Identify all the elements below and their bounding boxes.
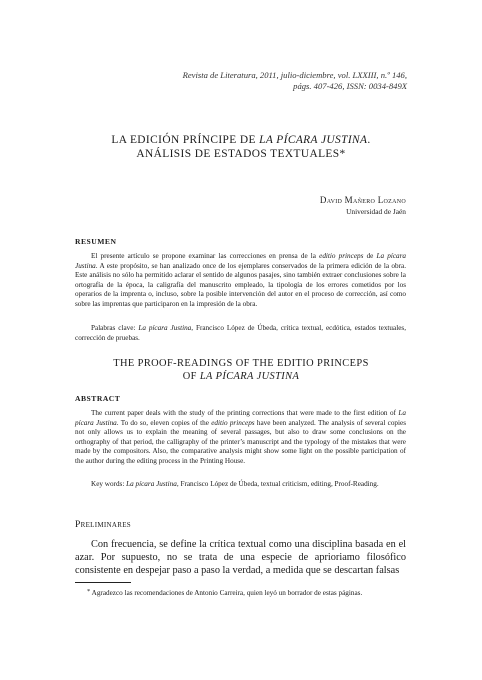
abstract-heading: ABSTRACT xyxy=(75,394,121,403)
abstract-text-3: have been analyzed. The analysis of several copies not only allows us to explain the meaning of several passages, but also to draw some conclusions on the orthography of that period, the calligraphy of the printer’s manuscript and the typology of the mistakes that were made by the compositors. Also, the comparative analysis might show some light on the possible participation of the author during the editing process in the Printing House. xyxy=(75,418,406,465)
english-title xyxy=(60,358,422,383)
english-title-line-2 xyxy=(60,371,422,384)
palabras-clave-text: , Francisco López de Úbeda, crítica textual, ecdótica, estados textuales, corrección de pruebas. xyxy=(75,324,406,342)
english-title-line-1: THE PROOF-READINGS OF THE EDITIO PRINCEPS xyxy=(113,358,369,369)
english-title-of: OF xyxy=(182,370,200,382)
abstract-italic-2: editio princeps xyxy=(211,418,255,427)
palabras-clave xyxy=(75,324,406,343)
article-title-line-1 xyxy=(55,133,427,147)
key-words-label: Key words: xyxy=(91,480,125,488)
english-title-italic: LA PÍCARA JUSTINA xyxy=(199,370,300,382)
footnote-mark: * xyxy=(87,588,91,595)
article-title-line-2: ANÁLISIS DE ESTADOS TEXTUALES* xyxy=(136,148,346,160)
resumen-text-1: El presente artículo se propone examinar las correcciones en prensa de la xyxy=(91,252,320,260)
key-words xyxy=(75,480,406,490)
resumen-paragraph xyxy=(75,252,406,309)
footnote-rule xyxy=(75,582,131,583)
author-block xyxy=(200,195,406,217)
key-words-italic: La pícara Justina xyxy=(124,480,177,488)
journal-citation xyxy=(90,70,407,92)
key-words-text: , Francisco López de Úbeda, textual criticism, editing, Proof-Reading. xyxy=(176,480,379,488)
resumen-text-3: . A este propósito, se han analizado once de los ejemplares conservados de la primera edición de la obra. Este análisis no sólo ha permitido aclarar el sentido de algunos pasajes, sino también extraer conclusiones sobre la ortografía de la época, la caligrafía del manuscrito empleado, la tipología de los errores cometidos por los operarios de la imprenta o, incluso, sobre la posible intervención del autor en el proceso de corrección, así como sobre las imprentas que participaron en la impresión de la obra. xyxy=(75,261,406,308)
journal-citation-line-1: Revista de Literatura, 2011, julio-diciembre, vol. LXXIII, n.º 146, xyxy=(182,70,407,80)
footnote xyxy=(75,587,406,599)
resumen-italic-1: editio princeps xyxy=(319,252,364,260)
preliminares-heading: Preliminares xyxy=(75,519,131,530)
abstract-paragraph xyxy=(75,409,406,466)
resumen-heading: RESUMEN xyxy=(75,237,117,246)
palabras-clave-italic: La pícara Justina xyxy=(135,324,192,332)
journal-citation-line-2: págs. 407-426, ISSN: 0034-849X xyxy=(293,81,407,91)
author-affiliation: Universidad de Jaén xyxy=(346,207,406,216)
abstract-text-2: . To do so, eleven copies of the xyxy=(116,418,212,427)
title-part-italic: LA PÍCARA JUSTINA xyxy=(259,134,368,146)
footnote-text: Agradezco las recomendaciones de Antonio Carreira, quien leyó un borrador de estas páginas. xyxy=(90,589,363,597)
resumen-text-2: de xyxy=(363,252,377,260)
title-part-a: LA EDICIÓN PRÍNCIPE DE xyxy=(111,134,260,146)
abstract-italic-1: La pícara Justina xyxy=(75,409,406,427)
author-name: David Mañero Lozano xyxy=(319,195,406,205)
palabras-clave-label: Palabras clave: xyxy=(91,324,136,332)
abstract-text-1: The current paper deals with the study of the printing corrections that were made to the first edition of xyxy=(91,409,399,417)
article-title xyxy=(55,133,427,161)
title-part-c: . xyxy=(367,134,371,146)
resumen-italic-2: La pícara Justina xyxy=(75,252,407,270)
body-paragraph: Con frecuencia, se define la crítica textual como una disciplina basada en el azar. Por supuesto, no se trata de una especie de aprioriamo filosófico consistente en despejar paso a paso la verdad, a medida que se descartan falsas xyxy=(75,539,406,577)
